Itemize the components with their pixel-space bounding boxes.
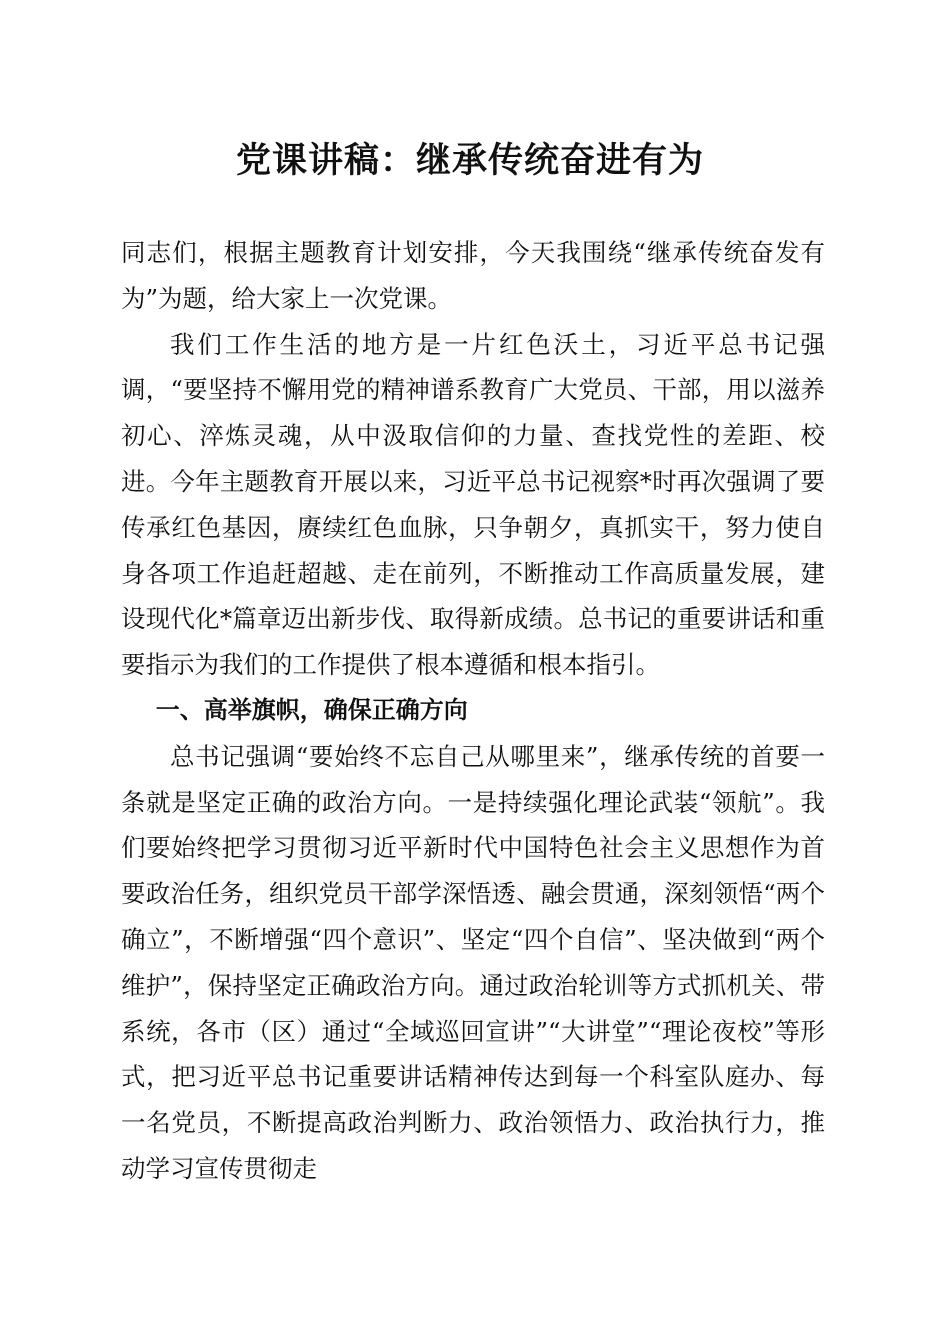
background-paragraph: 我们工作生活的地方是一片红色沃土，习近平总书记强调，“要坚持不懈用党的精神谱系教育广大党员、干部，用以滋养初心、淬炼灵魂，从中汲取信仰的力量、查找党性的差距、校进。今年主题教育开展以来，习近平总书记视察*时再次强调了要传承红色基因，赓续红色血脉，只争朝夕，真抓实干，努力使自身各项工作追赶超越、走在前列，不断推动工作高质量发展，建设现代化*篇章迈出新步伐、取得新成绩。总书记的重要讲话和重要指示为我们的工作提供了根本遵循和根本指引。 xyxy=(121,329,825,680)
section-paragraph: 总书记强调“要始终不忘自己从哪里来”，继承传统的首要一条就是坚定正确的政治方向。一是持续强化理论武装“领航”。我们要始终把学习贯彻习近平新时代中国特色社会主义思想作为首要政治任务，组织党员干部学深悟透、融会贯通，深刻领悟“两个确立”，不断增强“四个意识”、坚定“四个自信”、坚决做到“两个维护”，保持坚定正确政治方向。通过政治轮训等方式抓机关、带系统，各市（区）通过“全域巡回宣讲”“大讲堂”“理论夜校”等形式，把习近平总书记重要讲话精神传达到每一个科室队庭办、每一名党员，不断提高政治判断力、政治领悟力、政治执行力，推动学习宣传贯彻走 xyxy=(121,741,825,1183)
document-title: 党课讲稿：继承传统奋进有为 xyxy=(235,140,704,181)
document-body xyxy=(121,230,825,1192)
intro-paragraph: 同志们，根据主题教育计划安排，今天我围绕“继承传统奋发有为”为题，给大家上一次党课。 xyxy=(121,238,825,313)
section-heading: 一、高举旗帜，确保正确方向 xyxy=(155,695,468,724)
